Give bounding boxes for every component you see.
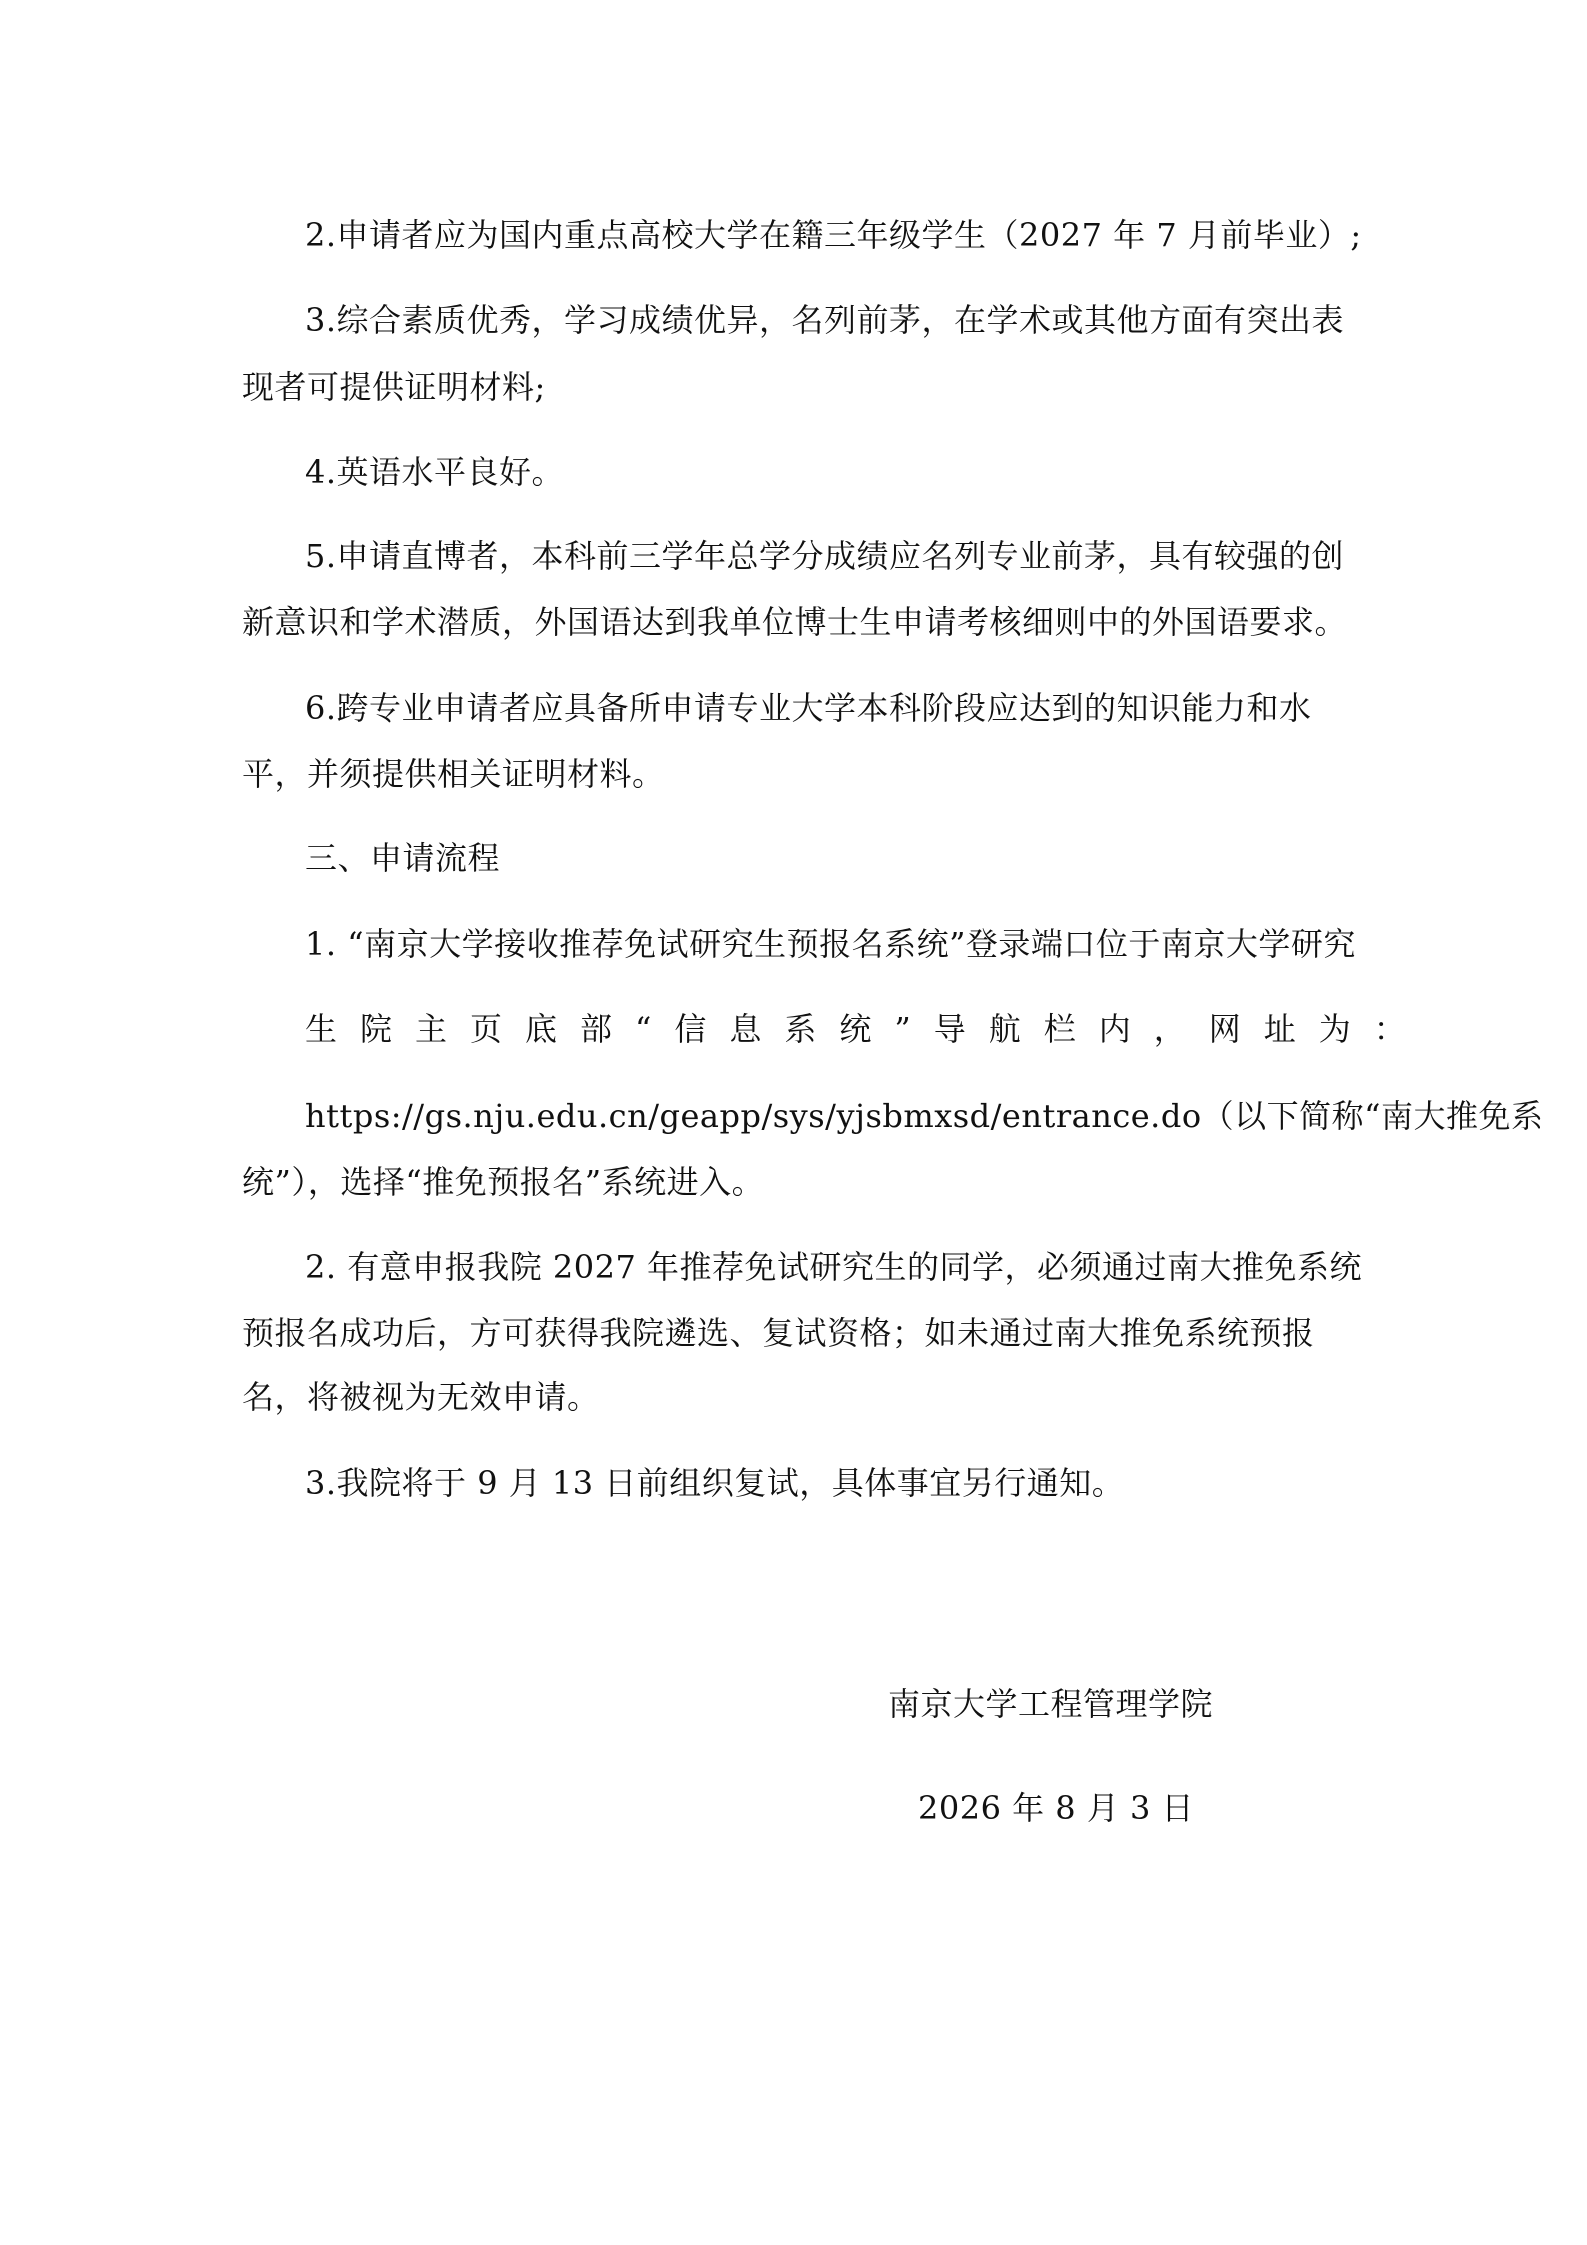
signature-organization: 南京大学工程管理学院 [888,1685,1214,1723]
procedure-step-1-line-3-suffix: （以下简称“南大推免系 [1201,1097,1544,1135]
requirement-item-6-line-2: 平，并须提供相关证明材料。 [242,755,665,793]
procedure-step-3: 3.我院将于 9 月 13 日前组织复试，具体事宜另行通知。 [305,1464,1125,1502]
requirement-item-3-line-1: 3.综合素质优秀，学习成绩优异，名列前茅，在学术或其他方面有突出表 [305,301,1345,339]
requirement-item-3-line-2: 现者可提供证明材料; [242,368,546,406]
requirement-item-5-line-1: 5.申请直博者，本科前三学年总学分成绩应名列专业前茅，具有较强的创 [305,537,1345,575]
procedure-step-1-line-1: 1. “南京大学接收推荐免试研究生预报名系统”登录端口位于南京大学研究 [305,925,1356,963]
system-url-link[interactable]: https://gs.nju.edu.cn/geapp/sys/yjsbmxsd/entrance.do [305,1097,1202,1135]
requirement-item-4: 4.英语水平良好。 [305,453,565,491]
procedure-step-2-line-3: 名，将被视为无效申请。 [242,1378,600,1416]
procedure-step-1-line-3 [305,1094,1543,1138]
procedure-step-2-line-1: 2. 有意申报我院 2027 年推荐免试研究生的同学，必须通过南大推免系统 [305,1248,1362,1286]
signature-date: 2026 年 8 月 3 日 [918,1789,1195,1827]
requirement-item-5-line-2: 新意识和学术潜质，外国语达到我单位博士生申请考核细则中的外国语要求。 [242,603,1348,641]
procedure-step-1-line-4: 统”），选择“推免预报名”系统进入。 [242,1163,765,1201]
procedure-step-1-line-2: 生院主页底部“信息系统”导航栏内，网址为： [305,1010,1429,1048]
requirement-item-6-line-1: 6.跨专业申请者应具备所申请专业大学本科阶段应达到的知识能力和水 [305,689,1312,727]
requirement-item-2: 2.申请者应为国内重点高校大学在籍三年级学生（2027 年 7 月前毕业）; [305,216,1362,254]
procedure-step-2-line-2: 预报名成功后，方可获得我院遴选、复试资格；如未通过南大推免系统预报 [242,1314,1315,1352]
section-heading-procedure: 三、申请流程 [305,839,501,877]
